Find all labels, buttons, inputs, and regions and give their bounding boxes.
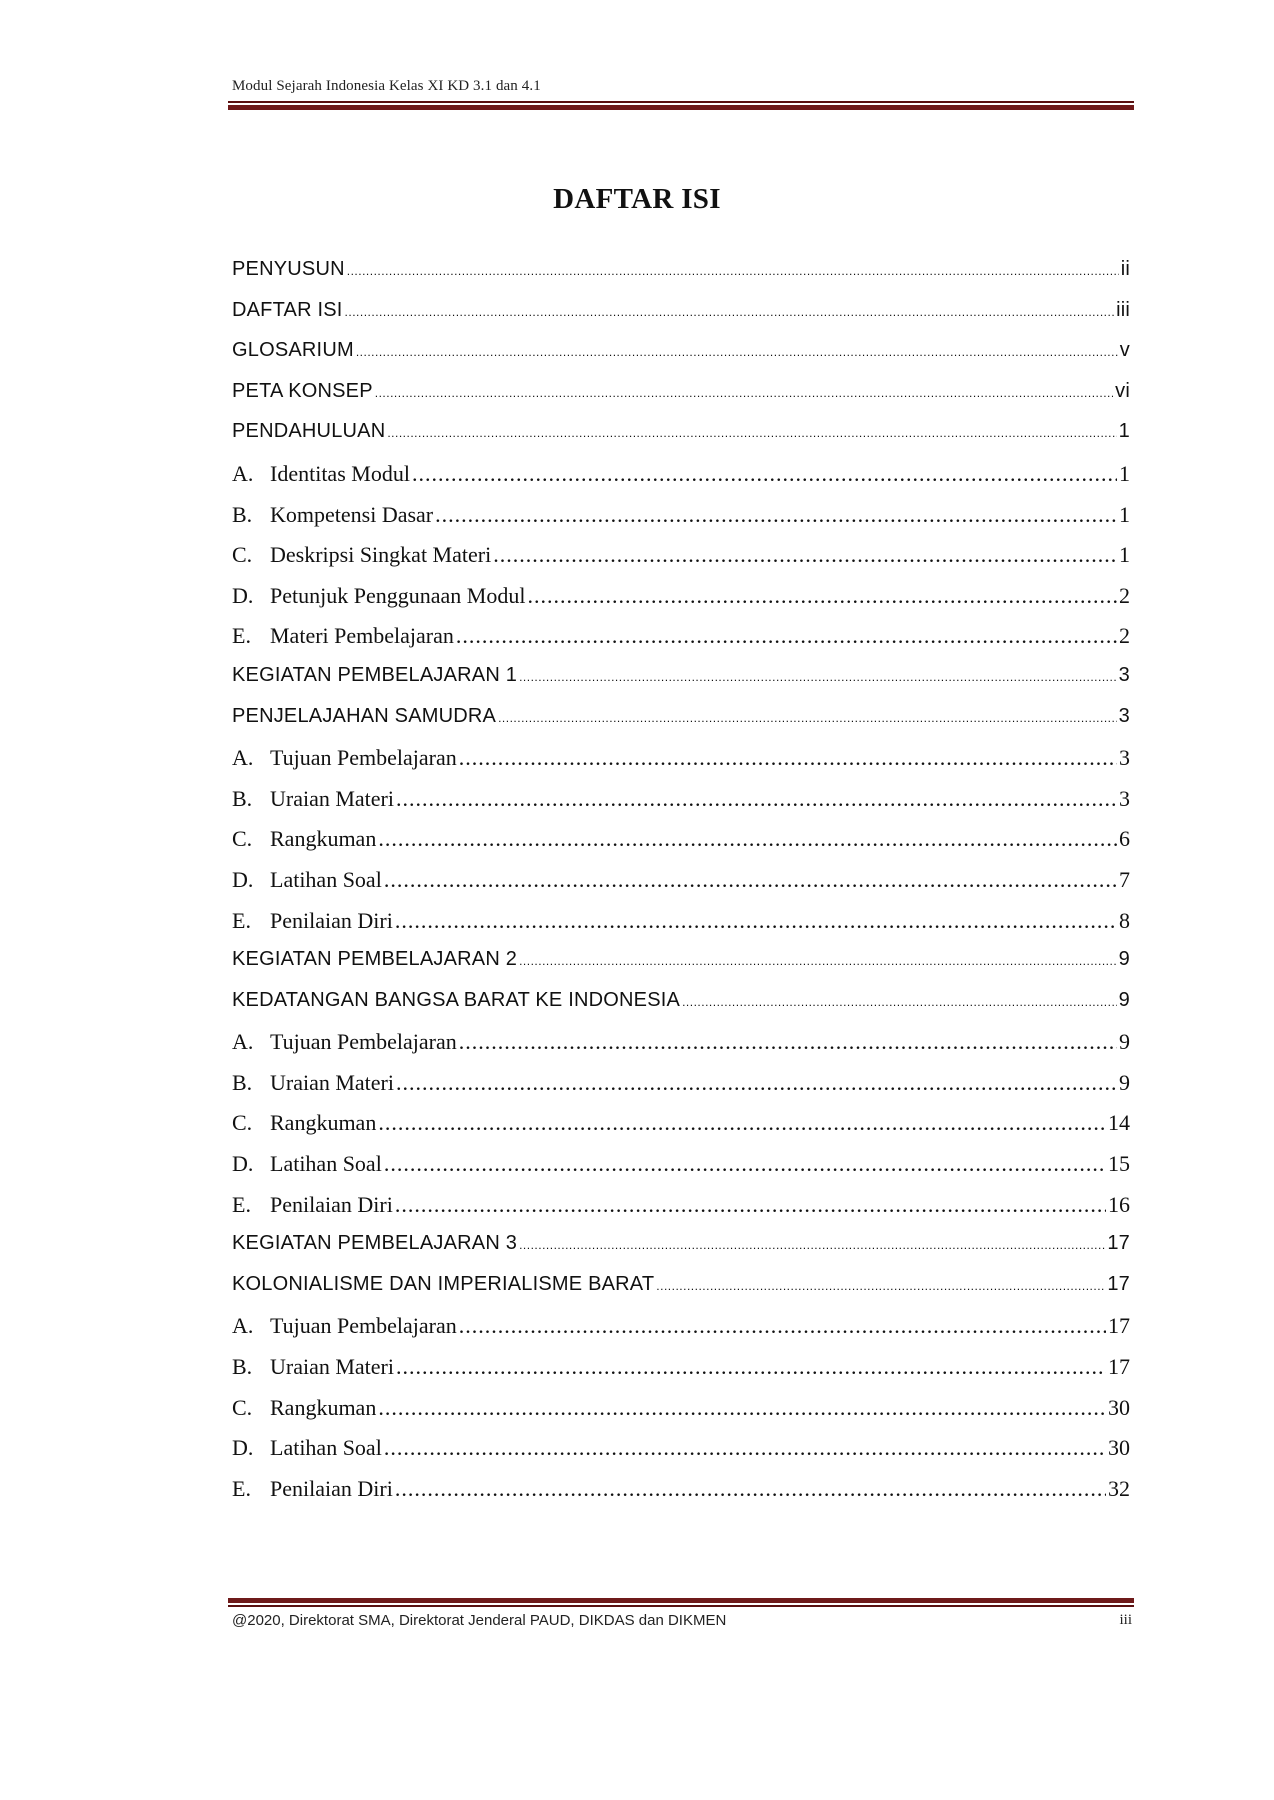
toc-entry[interactable] xyxy=(232,299,1130,340)
toc-dot-leader xyxy=(345,305,1115,319)
toc-entry[interactable] xyxy=(232,989,1130,1030)
toc-entry[interactable] xyxy=(232,258,1130,299)
toc-entry-page: iii xyxy=(1116,298,1130,321)
toc-entry[interactable] xyxy=(232,1232,1130,1273)
toc-entry-prefix: A. xyxy=(232,745,254,771)
toc-dot-leader xyxy=(519,670,1117,684)
toc-dot-leader xyxy=(378,1395,1106,1421)
header-rule xyxy=(228,101,1134,110)
toc-entry-label: PENJELAJAHAN SAMUDRA xyxy=(232,704,497,727)
toc-dot-leader xyxy=(356,345,1118,359)
toc-dot-leader xyxy=(396,1070,1117,1096)
toc-entry-page: 3 xyxy=(1119,745,1130,771)
toc-entry-label: Latihan Soal xyxy=(270,1151,382,1177)
toc-entry-page: 2 xyxy=(1119,582,1130,608)
toc-entry[interactable] xyxy=(232,380,1130,421)
toc-dot-leader xyxy=(395,908,1117,934)
toc-entry-prefix: E. xyxy=(232,1191,251,1217)
toc-entry[interactable] xyxy=(232,826,1130,867)
toc-dot-leader xyxy=(435,502,1117,528)
toc-entry-prefix: B. xyxy=(232,501,253,527)
toc-entry-page: 1 xyxy=(1119,501,1130,527)
toc-entry-page: 9 xyxy=(1119,1069,1130,1095)
toc-entry-label: Identitas Modul xyxy=(270,460,410,486)
toc-entry-prefix: B. xyxy=(232,785,253,811)
toc-entry-label: KEGIATAN PEMBELAJARAN 3 xyxy=(232,1232,518,1255)
toc-dot-leader xyxy=(682,995,1117,1009)
toc-entry[interactable] xyxy=(232,542,1130,583)
toc-entry-page: 30 xyxy=(1108,1435,1130,1461)
toc-entry-prefix: D. xyxy=(232,1151,254,1177)
toc-dot-leader xyxy=(384,1151,1106,1177)
toc-entry-prefix: C. xyxy=(232,542,253,568)
table-of-contents xyxy=(232,258,1130,1516)
toc-entry-label: Latihan Soal xyxy=(270,1435,382,1461)
toc-entry-page: 17 xyxy=(1107,1272,1130,1295)
toc-entry[interactable] xyxy=(232,502,1130,543)
toc-dot-leader xyxy=(387,426,1116,440)
toc-entry-page: 8 xyxy=(1119,907,1130,933)
toc-entry[interactable] xyxy=(232,1273,1130,1314)
toc-dot-leader xyxy=(519,954,1117,968)
toc-dot-leader xyxy=(378,1110,1106,1136)
toc-entry-page: ii xyxy=(1120,258,1130,280)
toc-entry[interactable] xyxy=(232,664,1130,705)
toc-entry-label: Penilaian Diri xyxy=(270,1191,393,1217)
footer-rule-thin xyxy=(228,1605,1134,1607)
toc-entry-prefix: E. xyxy=(232,623,251,649)
toc-entry[interactable] xyxy=(232,339,1130,380)
toc-entry-prefix: C. xyxy=(232,1110,253,1136)
toc-dot-leader xyxy=(384,1435,1106,1461)
toc-entry-page: 17 xyxy=(1108,1354,1130,1380)
toc-entry-label: Materi Pembelajaran xyxy=(270,623,454,649)
footer-rule xyxy=(228,1598,1134,1607)
toc-entry-prefix: A. xyxy=(232,1029,254,1055)
toc-entry[interactable] xyxy=(232,1354,1130,1395)
toc-entry-prefix: D. xyxy=(232,582,254,608)
toc-entry[interactable] xyxy=(232,420,1130,461)
toc-entry[interactable] xyxy=(232,1151,1130,1192)
toc-entry-page: 3 xyxy=(1118,663,1130,686)
footer-page-number: iii xyxy=(1119,1612,1132,1628)
toc-entry[interactable] xyxy=(232,461,1130,502)
running-header: Modul Sejarah Indonesia Kelas XI KD 3.1 dan 4.1 xyxy=(232,78,541,94)
toc-entry-page: vi xyxy=(1115,379,1130,402)
toc-entry-page: 3 xyxy=(1118,704,1130,727)
toc-entry-prefix: A. xyxy=(232,1313,254,1339)
toc-entry-page: 1 xyxy=(1118,420,1130,443)
toc-entry-label: Uraian Materi xyxy=(270,785,394,811)
toc-entry-page: 1 xyxy=(1119,460,1130,486)
toc-entry[interactable] xyxy=(232,1192,1130,1233)
page-title: DAFTAR ISI xyxy=(553,183,721,215)
toc-dot-leader xyxy=(384,867,1117,893)
toc-entry[interactable] xyxy=(232,786,1130,827)
toc-dot-leader xyxy=(396,786,1117,812)
toc-entry-label: KEDATANGAN BANGSA BARAT KE INDONESIA xyxy=(232,988,681,1011)
toc-entry-label: Rangkuman xyxy=(270,1394,377,1420)
toc-entry-label: DAFTAR ISI xyxy=(232,298,343,321)
toc-entry[interactable] xyxy=(232,948,1130,989)
toc-entry-page: 14 xyxy=(1108,1110,1130,1136)
toc-entry-page: 6 xyxy=(1119,826,1130,852)
toc-entry[interactable] xyxy=(232,583,1130,624)
toc-entry-label: Deskripsi Singkat Materi xyxy=(270,542,492,568)
toc-entry-prefix: C. xyxy=(232,1394,253,1420)
toc-entry-label: Penilaian Diri xyxy=(270,907,393,933)
toc-entry-label: Uraian Materi xyxy=(270,1069,394,1095)
toc-entry-label: KOLONIALISME DAN IMPERIALISME BARAT xyxy=(232,1272,655,1295)
toc-entry[interactable] xyxy=(232,1313,1130,1354)
toc-entry-label: Rangkuman xyxy=(270,826,377,852)
toc-entry-prefix: E. xyxy=(232,1475,251,1501)
toc-dot-leader xyxy=(395,1476,1106,1502)
toc-entry-label: PENDAHULUAN xyxy=(232,420,386,443)
toc-dot-leader xyxy=(347,264,1119,278)
toc-dot-leader xyxy=(412,461,1117,487)
toc-entry-page: 1 xyxy=(1119,542,1130,568)
footer-copyright: @2020, Direktorat SMA, Direktorat Jenderal PAUD, DIKDAS dan DIKMEN xyxy=(232,1612,727,1629)
toc-entry-page: 30 xyxy=(1108,1394,1130,1420)
toc-entry[interactable] xyxy=(232,1435,1130,1476)
toc-entry-page: 15 xyxy=(1108,1151,1130,1177)
toc-entry-prefix: E. xyxy=(232,907,251,933)
toc-dot-leader xyxy=(459,1313,1106,1339)
toc-entry-prefix: B. xyxy=(232,1069,253,1095)
toc-entry-label: Tujuan Pembelajaran xyxy=(270,745,457,771)
toc-entry[interactable] xyxy=(232,1070,1130,1111)
toc-dot-leader xyxy=(459,745,1117,771)
toc-entry-label: Rangkuman xyxy=(270,1110,377,1136)
toc-entry[interactable] xyxy=(232,1395,1130,1436)
toc-dot-leader xyxy=(456,623,1117,649)
toc-entry[interactable] xyxy=(232,1476,1130,1517)
toc-entry-label: Latihan Soal xyxy=(270,866,382,892)
toc-entry[interactable] xyxy=(232,623,1130,664)
toc-entry-label: Tujuan Pembelajaran xyxy=(270,1029,457,1055)
toc-entry-page: 9 xyxy=(1119,1029,1130,1055)
toc-entry-label: PENYUSUN xyxy=(232,258,345,280)
toc-dot-leader xyxy=(527,583,1117,609)
toc-entry-label: Kompetensi Dasar xyxy=(270,501,434,527)
toc-entry-prefix: A. xyxy=(232,460,254,486)
toc-entry-page: 9 xyxy=(1118,948,1130,971)
toc-entry-page: 3 xyxy=(1119,785,1130,811)
toc-entry-label: PETA KONSEP xyxy=(232,379,373,402)
toc-entry-prefix: C. xyxy=(232,826,253,852)
header-rule-thick xyxy=(228,105,1134,110)
toc-entry-page: 17 xyxy=(1108,1313,1130,1339)
toc-entry-page: 7 xyxy=(1119,866,1130,892)
toc-dot-leader xyxy=(395,1192,1106,1218)
toc-entry[interactable] xyxy=(232,705,1130,746)
toc-dot-leader xyxy=(396,1354,1106,1380)
toc-entry-label: KEGIATAN PEMBELAJARAN 2 xyxy=(232,948,518,971)
toc-entry-label: Penilaian Diri xyxy=(270,1475,393,1501)
toc-entry-label: Tujuan Pembelajaran xyxy=(270,1313,457,1339)
toc-dot-leader xyxy=(378,826,1117,852)
toc-entry-label: Petunjuk Penggunaan Modul xyxy=(270,582,526,608)
toc-entry[interactable] xyxy=(232,1029,1130,1070)
toc-entry-page: 17 xyxy=(1107,1232,1130,1255)
toc-entry[interactable] xyxy=(232,908,1130,949)
toc-dot-leader xyxy=(493,542,1117,568)
toc-dot-leader xyxy=(375,386,1113,400)
footer-rule-thick xyxy=(228,1598,1134,1603)
toc-entry-label: Uraian Materi xyxy=(270,1354,394,1380)
toc-entry-page: 32 xyxy=(1108,1475,1130,1501)
toc-dot-leader xyxy=(498,711,1117,725)
toc-entry-page: 9 xyxy=(1118,988,1130,1011)
toc-entry-page: 2 xyxy=(1119,623,1130,649)
toc-entry-label: KEGIATAN PEMBELAJARAN 1 xyxy=(232,663,518,686)
toc-entry-page: 16 xyxy=(1108,1191,1130,1217)
toc-entry-prefix: D. xyxy=(232,1435,254,1461)
toc-dot-leader xyxy=(656,1279,1105,1293)
toc-entry-label: GLOSARIUM xyxy=(232,339,354,362)
toc-entry-prefix: D. xyxy=(232,866,254,892)
toc-entry[interactable] xyxy=(232,745,1130,786)
toc-entry[interactable] xyxy=(232,867,1130,908)
toc-entry-prefix: B. xyxy=(232,1354,253,1380)
header-rule-thin xyxy=(228,101,1134,103)
toc-entry-page: v xyxy=(1119,339,1130,362)
toc-dot-leader xyxy=(459,1029,1117,1055)
toc-entry[interactable] xyxy=(232,1110,1130,1151)
toc-dot-leader xyxy=(519,1238,1105,1252)
